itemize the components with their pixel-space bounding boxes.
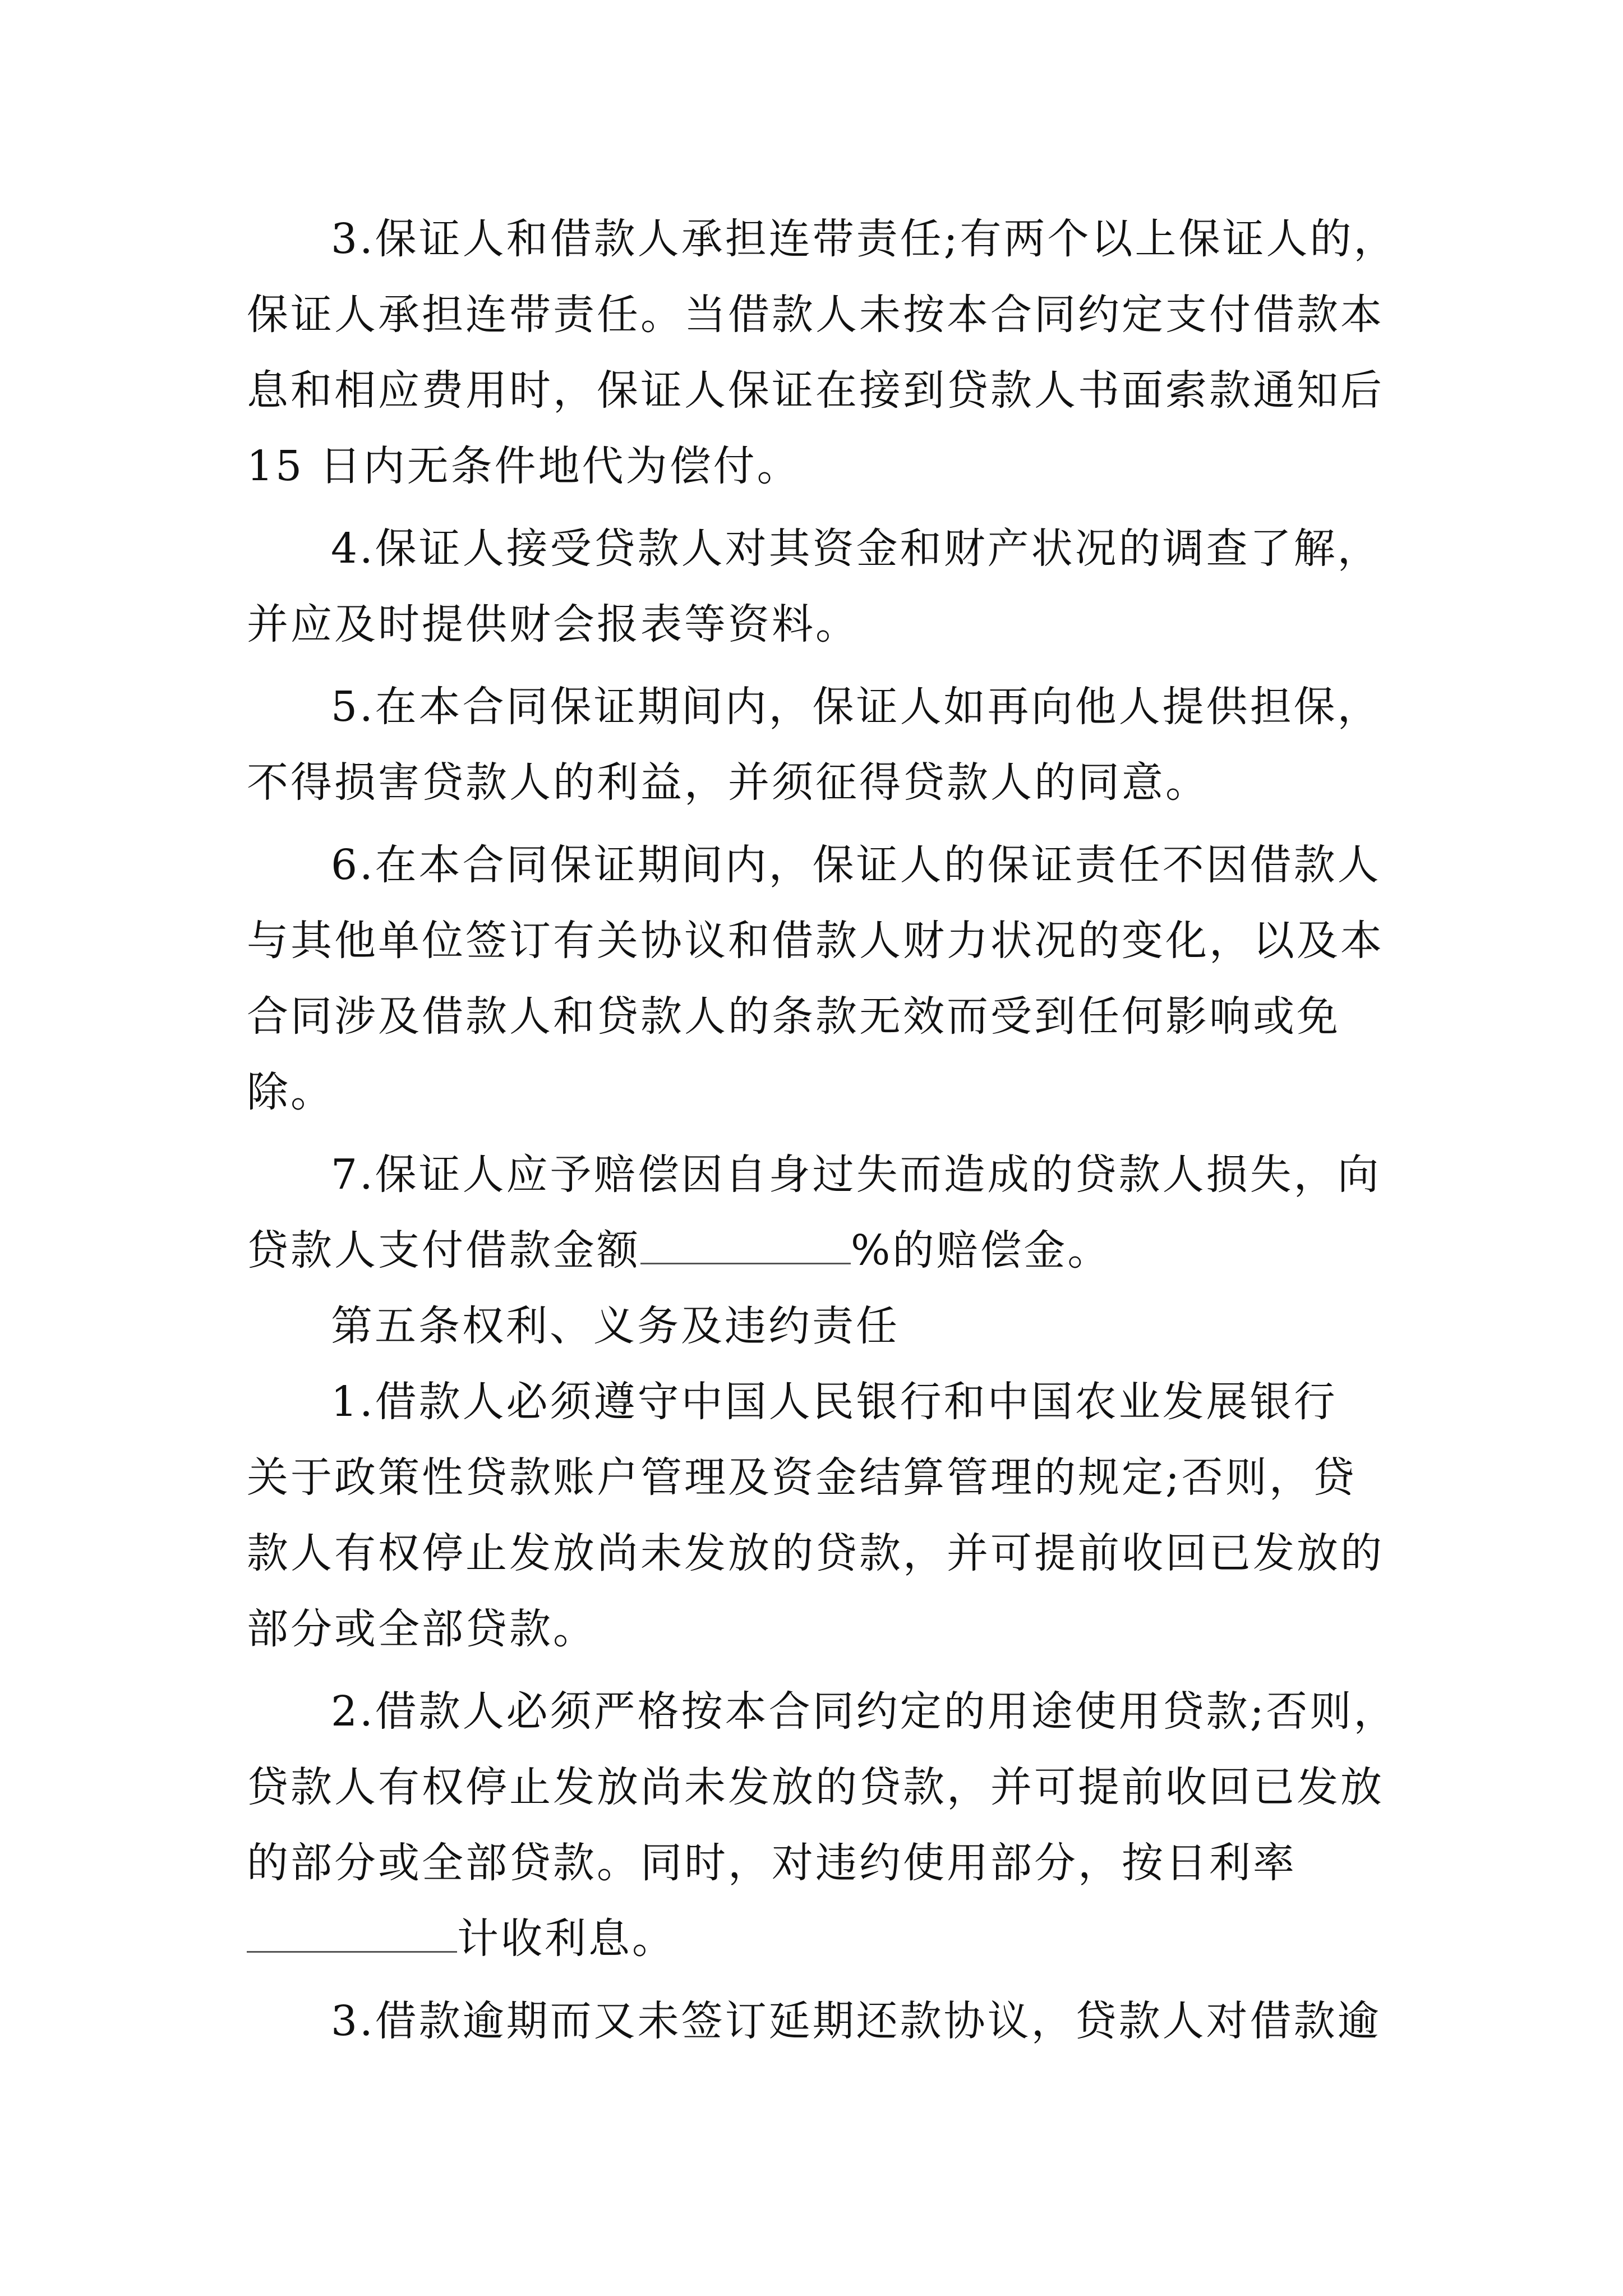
- paragraph-7-line-1: 7.保证人应予赔偿因自身过失而造成的贷款人损失，向: [331, 1151, 1381, 1199]
- paragraph-6-line-1: 6.在本合同保证期间内，保证人的保证责任不因借款人: [331, 841, 1381, 889]
- daily-interest-rate-blank: [247, 1915, 457, 1953]
- paragraph-3-line-2: 保证人承担连带责任。当借款人未按本合同约定支付借款本: [247, 291, 1384, 339]
- paragraph-7-text-before-blank: 贷款人支付借款金额: [247, 1226, 640, 1274]
- paragraph-4-line-2: 并应及时提供财会报表等资料。: [247, 600, 859, 648]
- article-5-paragraph-1-line-3: 款人有权停止发放尚未发放的贷款，并可提前收回已发放的: [247, 1529, 1384, 1577]
- article-5-heading: 第五条权利、义务及违约责任: [331, 1302, 900, 1350]
- compensation-percent-blank: [640, 1227, 851, 1264]
- article-5-paragraph-2-line-3: 的部分或全部贷款。同时，对违约使用部分，按日利率: [247, 1839, 1297, 1887]
- paragraph-6-line-2: 与其他单位签订有关协议和借款人财力状况的变化，以及本: [247, 917, 1384, 965]
- paragraph-3-line-4: 15 日内无条件地代为偿付。: [247, 442, 801, 490]
- paragraph-3-line-3: 息和相应费用时，保证人保证在接到贷款人书面索款通知后: [247, 366, 1384, 415]
- paragraph-7-line-2: [247, 1223, 1111, 1277]
- paragraph-3-line-1: 3.保证人和借款人承担连带责任;有两个以上保证人的，: [331, 215, 1398, 263]
- article-5-paragraph-1-line-2: 关于政策性贷款账户管理及资金结算管理的规定;否则，贷: [247, 1453, 1357, 1502]
- article-5-paragraph-2-line-4: [247, 1912, 676, 1966]
- article-5-paragraph-3-line-1: 3.借款逾期而又未签订延期还款协议，贷款人对借款逾: [331, 1997, 1381, 2045]
- article-5-paragraph-1-line-1: 1.借款人必须遵守中国人民银行和中国农业发展银行: [331, 1378, 1338, 1426]
- paragraph-6-line-3: 合同涉及借款人和贷款人的条款无效而受到任何影响或免: [247, 992, 1340, 1041]
- paragraph-7-text-after-blank: %的赔偿金。: [851, 1226, 1112, 1274]
- paragraph-4-line-1: 4.保证人接受贷款人对其资金和财产状况的调查了解，: [331, 524, 1381, 573]
- article-5-paragraph-1-line-4: 部分或全部贷款。: [247, 1605, 597, 1653]
- paragraph-5-line-2: 不得损害贷款人的利益，并须征得贷款人的同意。: [247, 758, 1209, 807]
- paragraph-6-line-4: 除。: [247, 1068, 334, 1116]
- article-5-paragraph-2-line-2: 贷款人有权停止发放尚未发放的贷款，并可提前收回已发放: [247, 1763, 1384, 1811]
- paragraph-5-line-1: 5.在本合同保证期间内，保证人如再向他人提供担保，: [331, 683, 1381, 731]
- article-5-paragraph-2-text-after-blank: 计收利息。: [457, 1915, 676, 1963]
- article-5-paragraph-2-line-1: 2.借款人必须严格按本合同约定的用途使用贷款;否则，: [331, 1687, 1398, 1736]
